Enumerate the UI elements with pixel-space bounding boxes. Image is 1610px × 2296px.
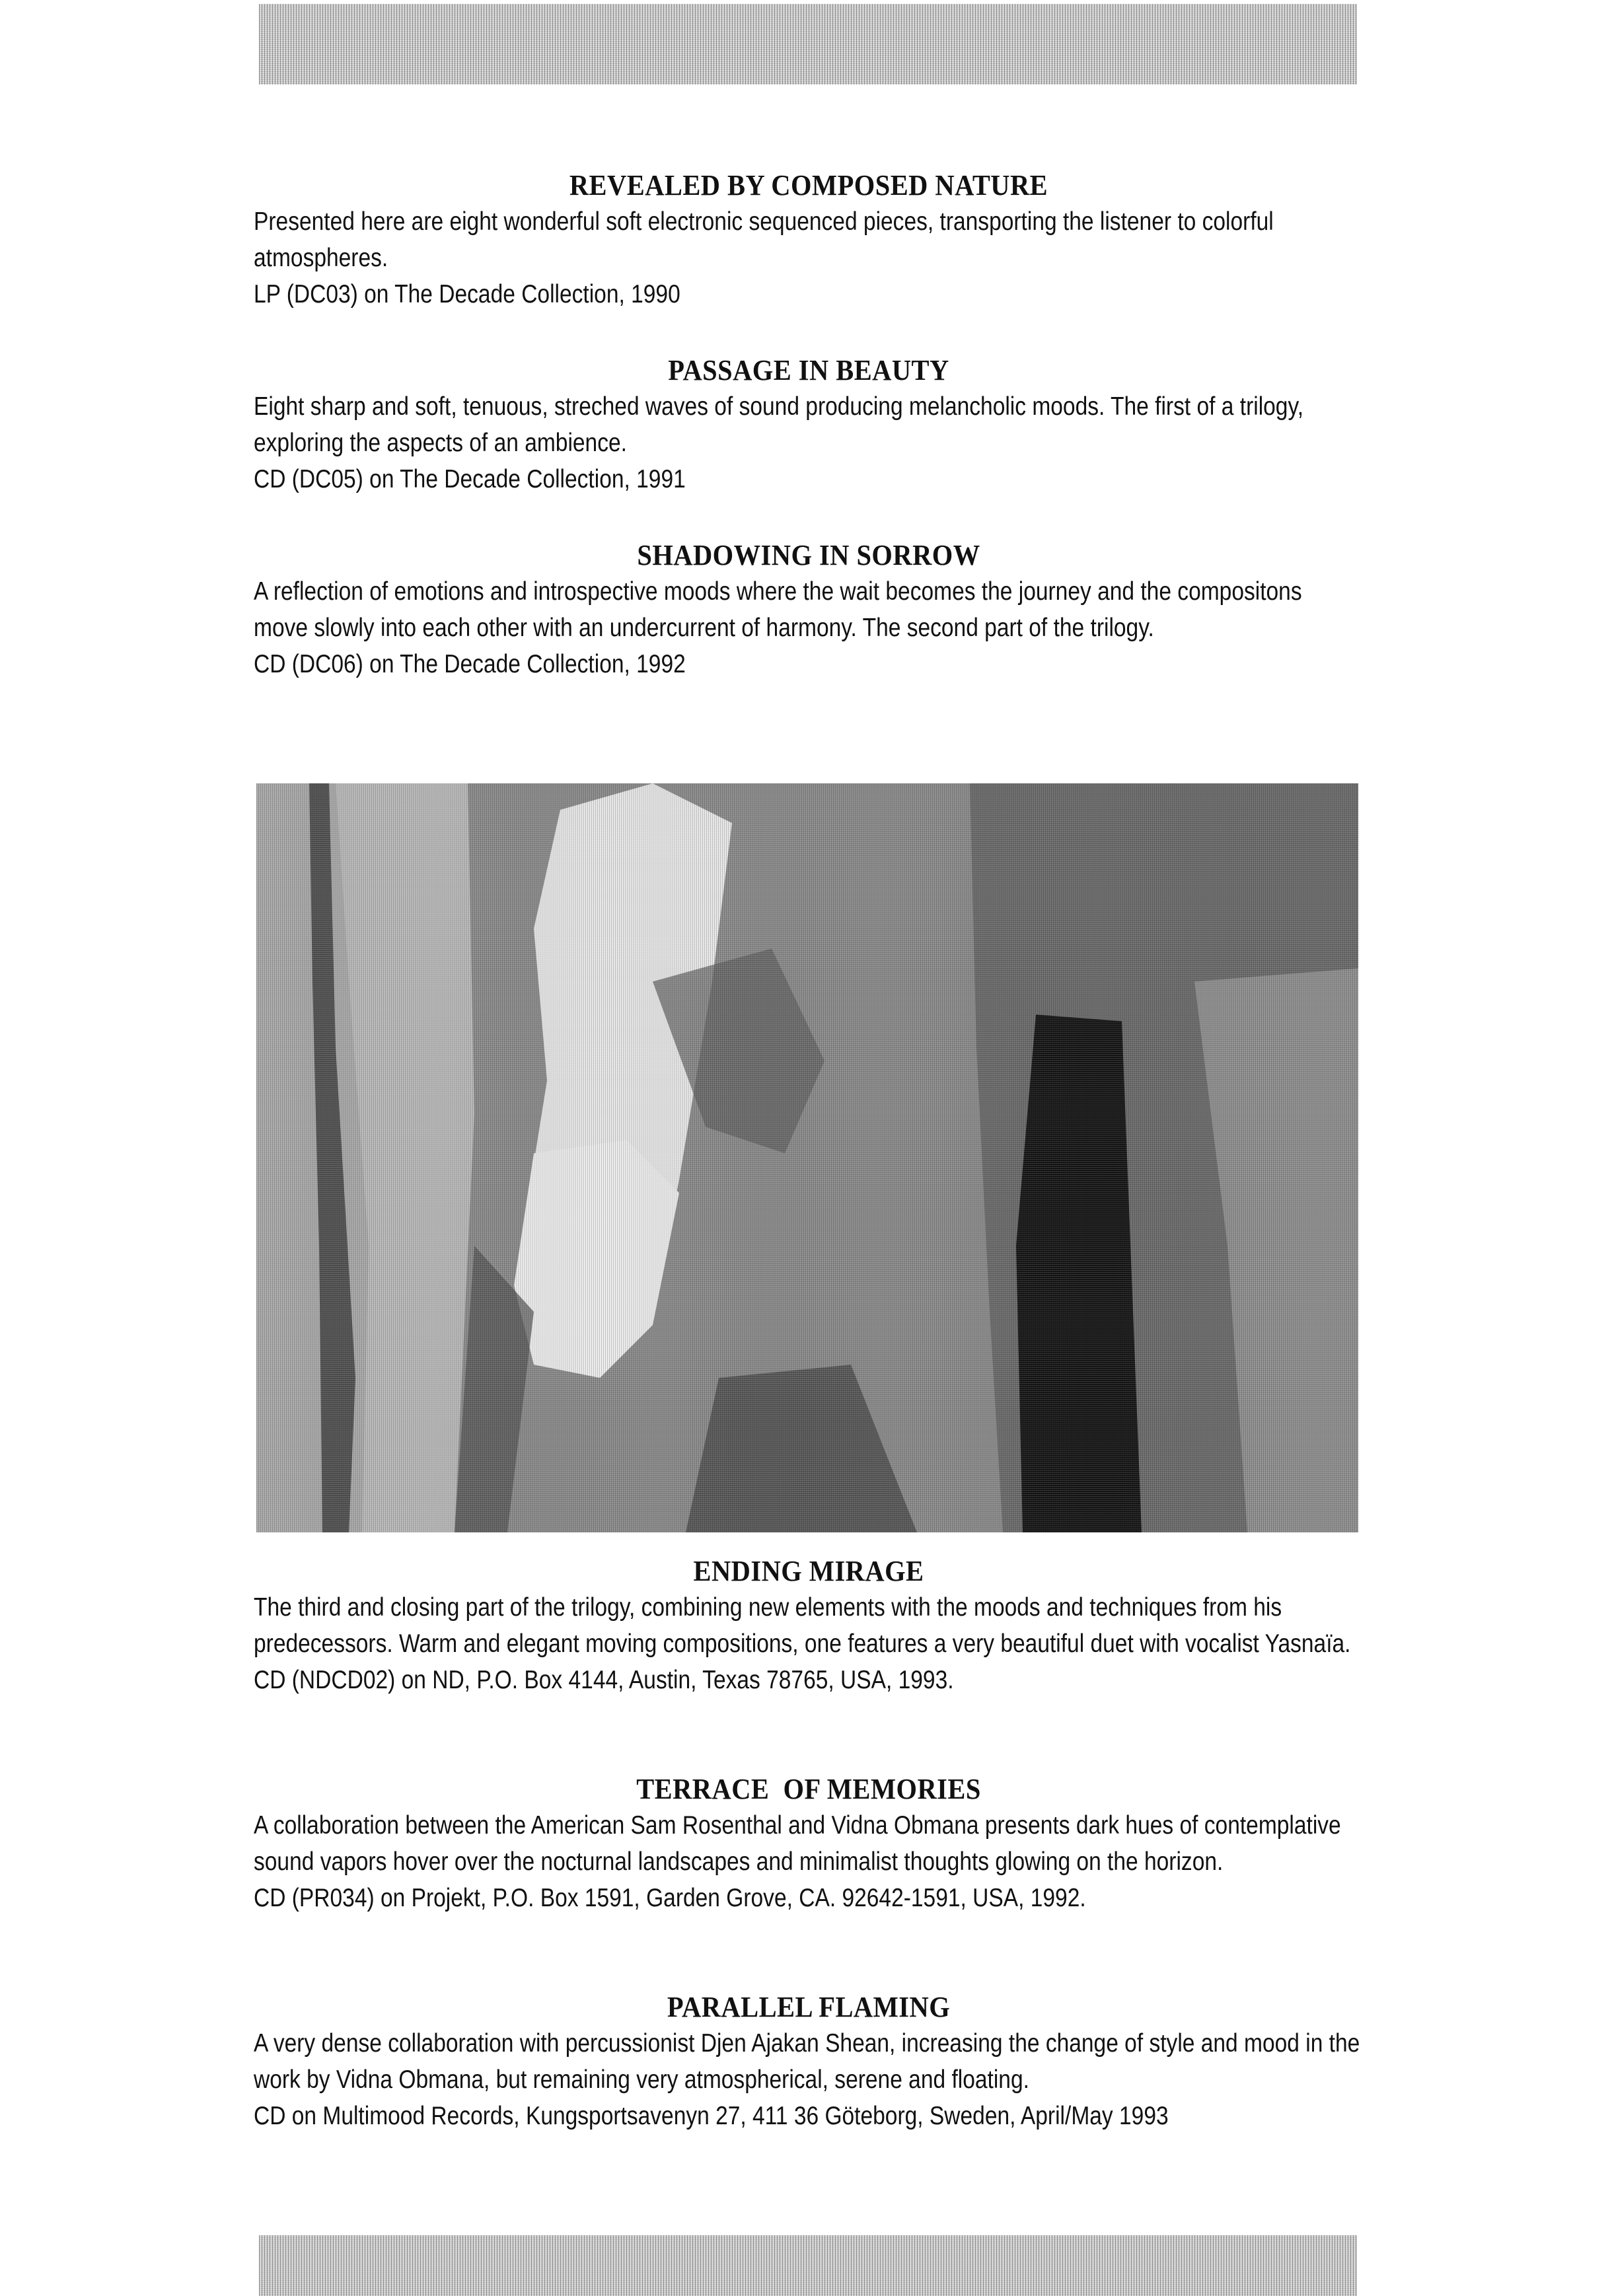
bottom-halftone-band xyxy=(259,2235,1357,2296)
album-release-info: CD (DC06) on The Decade Collection, 1992 xyxy=(254,650,686,678)
album-description: Presented here are eight wonderful soft electronic sequenced pieces, transporting the listener to colorful atmospheres. xyxy=(254,207,1274,272)
album-title: ENDING MIRAGE xyxy=(693,1555,924,1587)
album-description: A very dense collaboration with percussionist Djen Ajakan Shean, increasing the change of style and mood in the work by Vidna Obmana, but remaining very atmospherical, serene and floating. xyxy=(254,2029,1360,2094)
album-entry xyxy=(254,353,1364,497)
album-entry xyxy=(254,1772,1364,1916)
album-entry xyxy=(254,538,1364,682)
album-release-info: CD (PR034) on Projekt, P.O. Box 1591, Garden Grove, CA. 92642-1591, USA, 1992. xyxy=(254,1884,1086,1912)
album-description: The third and closing part of the trilogy, combining new elements with the moods and techniques from his predecessors. Warm and elegant moving compositions, one features a very beautiful duet with vocalist Yasnaïa. xyxy=(254,1593,1351,1658)
album-title: PARALLEL FLAMING xyxy=(667,1991,951,2023)
album-title: SHADOWING IN SORROW xyxy=(637,539,980,571)
album-title: PASSAGE IN BEAUTY xyxy=(668,354,949,386)
album-entry xyxy=(254,168,1364,312)
photo-halftone-grain xyxy=(256,783,1358,1532)
album-title: TERRACE OF MEMORIES xyxy=(636,1773,981,1805)
album-release-info: CD on Multimood Records, Kungsportsavenyn 27, 411 36 Göteborg, Sweden, April/May 1993 xyxy=(254,2102,1169,2130)
album-description: A reflection of emotions and introspective moods where the wait becomes the journey and the compositons move slowly into each other with an undercurrent of harmony. The second part of the trilogy. xyxy=(254,577,1302,642)
album-entry xyxy=(254,1990,1364,2134)
album-entry xyxy=(254,1554,1364,1698)
top-halftone-band xyxy=(259,4,1357,85)
album-release-info: CD (NDCD02) on ND, P.O. Box 4144, Austin, Texas 78765, USA, 1993. xyxy=(254,1666,954,1694)
tree-bark-photo xyxy=(256,783,1358,1532)
album-release-info: CD (DC05) on The Decade Collection, 1991 xyxy=(254,465,686,493)
album-release-info: LP (DC03) on The Decade Collection, 1990 xyxy=(254,280,680,308)
album-title: REVEALED BY COMPOSED NATURE xyxy=(569,169,1048,201)
album-description: A collaboration between the American Sam Rosenthal and Vidna Obmana presents dark hues of contemplative sound vapors hover over the nocturnal landscapes and minimalist thoughts glowing on the horizon. xyxy=(254,1811,1341,1876)
album-description: Eight sharp and soft, tenuous, streched waves of sound producing melancholic moods. The first of a trilogy, exploring the aspects of an ambience. xyxy=(254,392,1304,457)
